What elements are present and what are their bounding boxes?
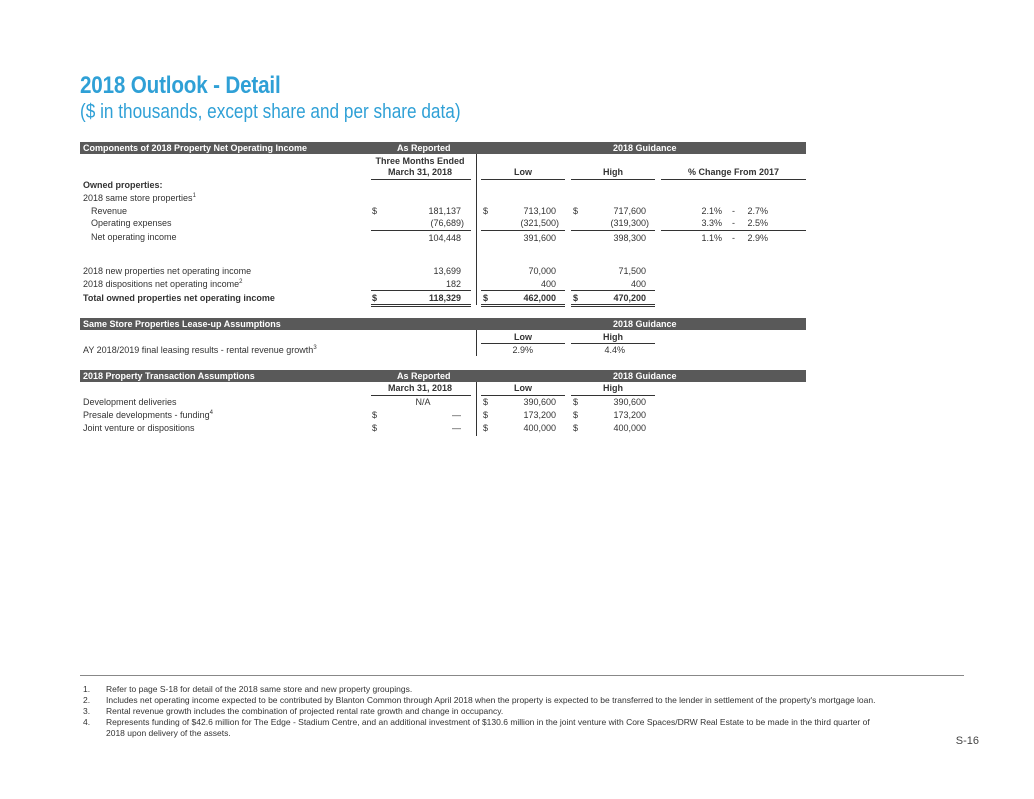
section3-header-band	[80, 370, 806, 382]
footnote: 2. Includes net operating income expected to be contributed by Blanton Common through April 2018 when the property is expected to be transferred to the lender in settlement of the property's mortgage loan.	[83, 695, 876, 705]
currency: $	[372, 410, 378, 420]
reported-value: 13,699	[433, 266, 461, 276]
change-low: 2.1%	[701, 206, 722, 216]
section1-as-reported: As Reported	[397, 142, 451, 153]
currency: $	[573, 206, 579, 216]
col-high: High	[603, 167, 623, 177]
rule	[481, 290, 565, 291]
section3-guidance: 2018 Guidance	[613, 370, 677, 381]
page-subtitle: ($ in thousands, except share and per share data)	[80, 101, 461, 123]
col-period: March 31, 2018	[387, 383, 453, 393]
col-period-line1: Three Months Ended	[375, 156, 465, 166]
change-high: 2.5%	[747, 218, 768, 228]
footnote: 4. Represents funding of $42.6 million for The Edge - Stadium Centre, and an additional investment of $130.6 million in the joint venture with Core Spaces/DRW Real Estate to be made in the third quarter of 2018 upon delivery of the assets.	[83, 717, 870, 738]
section1-header-band	[80, 142, 806, 154]
same-store-label: 2018 same store properties$^1$	[83, 193, 196, 203]
section1-header: Components of 2018 Property Net Operating Income	[83, 142, 308, 153]
currency: $	[483, 397, 489, 407]
double-rule	[481, 304, 565, 307]
high-value: 398,300	[613, 233, 646, 243]
low-value: 400	[540, 279, 556, 289]
low-value: 713,100	[523, 206, 556, 216]
currency: $	[483, 410, 489, 420]
section3-header: 2018 Property Transaction Assumptions	[83, 370, 255, 381]
row-label: Net operating income	[91, 232, 177, 242]
reported-value: 182	[445, 279, 461, 289]
high-value: 717,600	[613, 206, 646, 216]
change-dash: -	[732, 218, 735, 228]
row-label: 2018 dispositions net operating income$^2$	[83, 279, 243, 289]
col-low: Low	[514, 383, 532, 393]
page-number: S-16	[955, 735, 979, 747]
footnote: 1. Refer to page S-18 for detail of the 2018 same store and new property groupings.	[83, 684, 413, 694]
owned-label: Owned properties:	[83, 180, 163, 190]
row-label: 2018 new properties net operating income	[83, 266, 252, 276]
rule	[371, 230, 471, 231]
col-change: % Change From 2017	[687, 167, 780, 177]
page-title: 2018 Outlook - Detail	[80, 72, 281, 99]
high-value: (319,300)	[610, 218, 649, 228]
reported-value: —	[452, 423, 461, 433]
change-low: 3.3%	[701, 218, 722, 228]
currency: $	[483, 423, 489, 433]
row-label: Revenue	[91, 206, 128, 216]
high-value: 71,500	[618, 266, 646, 276]
low-value: 173,200	[523, 410, 556, 420]
reported-value: N/A	[415, 397, 431, 407]
change-high: 2.9%	[747, 233, 768, 243]
total-high: 470,200	[613, 293, 646, 303]
rule	[371, 395, 471, 396]
low-value: (321,500)	[520, 218, 559, 228]
currency: $	[483, 293, 489, 303]
high-value: 173,200	[613, 410, 646, 420]
rule	[661, 179, 806, 180]
currency: $	[573, 397, 579, 407]
change-dash: -	[732, 206, 735, 216]
rule	[481, 179, 565, 180]
col-high: High	[603, 383, 623, 393]
currency: $	[573, 293, 579, 303]
double-rule	[371, 304, 471, 307]
rule	[371, 290, 471, 291]
row-label: Development deliveries	[83, 397, 177, 407]
section2-guidance: 2018 Guidance	[613, 318, 677, 329]
rule	[571, 179, 655, 180]
section3-divider	[476, 382, 477, 436]
total-reported: 118,329	[428, 293, 461, 303]
col-low: Low	[514, 167, 532, 177]
rule	[371, 179, 471, 180]
low-value: 400,000	[523, 423, 556, 433]
rule	[571, 395, 655, 396]
low-value: 391,600	[523, 233, 556, 243]
change-dash: -	[732, 233, 735, 243]
double-rule	[571, 304, 655, 307]
rule	[571, 290, 655, 291]
col-low: Low	[514, 332, 532, 342]
rule	[661, 230, 806, 231]
row-label: Presale developments - funding$^4$	[83, 410, 213, 420]
leaseup-row-label: AY 2018/2019 final leasing results - rental revenue growth$^3$	[83, 345, 317, 355]
currency: $	[573, 423, 579, 433]
section1-divider	[476, 154, 477, 305]
low-value: 70,000	[528, 266, 556, 276]
low-value: 390,600	[523, 397, 556, 407]
col-high: High	[603, 332, 623, 342]
leaseup-low: 2.9%	[512, 345, 533, 355]
section1-guidance: 2018 Guidance	[613, 142, 677, 153]
row-label: Operating expenses	[91, 218, 172, 228]
change-high: 2.7%	[747, 206, 768, 216]
rule	[571, 343, 655, 344]
change-low: 1.1%	[701, 233, 722, 243]
reported-value: 104,448	[428, 233, 461, 243]
section2-divider	[476, 330, 477, 356]
section2-header: Same Store Properties Lease-up Assumptions	[83, 318, 281, 329]
high-value: 400,000	[613, 423, 646, 433]
total-low: 462,000	[523, 293, 556, 303]
high-value: 390,600	[613, 397, 646, 407]
currency: $	[372, 206, 378, 216]
currency: $	[573, 410, 579, 420]
reported-value: (76,689)	[430, 218, 464, 228]
total-label: Total owned properties net operating income	[83, 293, 275, 303]
footnote: 3. Rental revenue growth includes the combination of projected rental rate growth and change in occupancy.	[83, 706, 504, 716]
row-label: Joint venture or dispositions	[83, 423, 195, 433]
leaseup-high: 4.4%	[604, 345, 625, 355]
rule	[481, 395, 565, 396]
currency: $	[372, 293, 378, 303]
reported-value: —	[452, 410, 461, 420]
rule	[571, 230, 655, 231]
high-value: 400	[630, 279, 646, 289]
rule	[481, 230, 565, 231]
section2-header-band	[80, 318, 806, 330]
col-period-line2: March 31, 2018	[387, 167, 453, 177]
currency: $	[483, 206, 489, 216]
rule	[481, 343, 565, 344]
reported-value: 181,137	[428, 206, 461, 216]
footnote-divider	[80, 675, 964, 676]
section3-as-reported: As Reported	[397, 370, 451, 381]
currency: $	[372, 423, 378, 433]
